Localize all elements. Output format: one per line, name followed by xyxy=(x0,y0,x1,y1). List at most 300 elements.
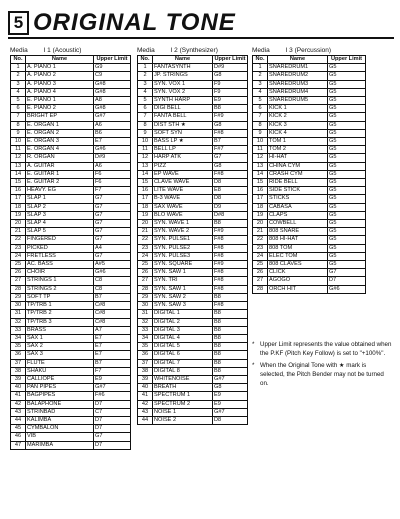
cell-name: 808 SNARE xyxy=(268,228,328,236)
cell-name: BELL LP xyxy=(153,146,213,154)
cell-upper: C#8 xyxy=(94,310,131,318)
cell-no: 36 xyxy=(11,351,26,359)
cell-no: 16 xyxy=(11,187,26,195)
cell-upper: B8 xyxy=(213,326,248,334)
table-row xyxy=(138,384,248,392)
table-row xyxy=(253,88,366,96)
cell-name: CLAPS xyxy=(268,211,328,219)
cell-no: 16 xyxy=(253,187,268,195)
cell-upper: A8 xyxy=(94,97,131,105)
cell-no: 38 xyxy=(138,367,153,375)
header-name: Name xyxy=(26,56,94,64)
cell-no: 43 xyxy=(138,408,153,416)
table-row xyxy=(11,392,131,400)
table-row xyxy=(138,236,248,244)
table-row xyxy=(138,72,248,80)
cell-name: DIST STH ★ xyxy=(153,121,213,129)
cell-upper: G#7 xyxy=(94,113,131,121)
cell-upper: G#6 xyxy=(328,285,366,293)
cell-name: TOM 2 xyxy=(268,146,328,154)
cell-upper: G5 xyxy=(328,162,366,170)
cell-no: 21 xyxy=(138,228,153,236)
header-upper: Upper Limit xyxy=(94,56,131,64)
cell-name: SYN. SQUARE xyxy=(153,261,213,269)
cell-no: 17 xyxy=(253,195,268,203)
table-row xyxy=(11,203,131,211)
table-row xyxy=(138,343,248,351)
cell-no: 34 xyxy=(11,334,26,342)
table-row xyxy=(253,170,366,178)
cell-upper: F6 xyxy=(94,170,131,178)
table-row xyxy=(253,64,366,72)
cell-no: 43 xyxy=(11,408,26,416)
cell-upper: G7 xyxy=(94,195,131,203)
cell-upper: G7 xyxy=(94,220,131,228)
cell-name: E. GUITAR 2 xyxy=(26,179,94,187)
cell-no: 37 xyxy=(11,359,26,367)
cell-no: 23 xyxy=(11,244,26,252)
table-row xyxy=(253,220,366,228)
table-row xyxy=(253,228,366,236)
header-no: No. xyxy=(253,56,268,64)
cell-name: BREATH xyxy=(153,384,213,392)
table-row xyxy=(11,375,131,383)
table-row xyxy=(138,326,248,334)
cell-upper: F#9 xyxy=(213,113,248,121)
cell-no: 19 xyxy=(253,211,268,219)
cell-name: TP/TRB 2 xyxy=(26,310,94,318)
media-group: (Percussion) xyxy=(294,47,332,54)
cell-upper: F#9 xyxy=(213,228,248,236)
cell-no: 28 xyxy=(11,285,26,293)
table-row xyxy=(253,244,366,252)
cell-name: E. ORGAN 2 xyxy=(26,129,94,137)
cell-name: CALLIOPE xyxy=(26,375,94,383)
cell-upper: D7 xyxy=(328,277,366,285)
cell-name: KALIMBA xyxy=(26,416,94,424)
cell-upper: G5 xyxy=(328,138,366,146)
cell-upper: G#8 xyxy=(94,88,131,96)
cell-no: 20 xyxy=(138,220,153,228)
cell-no: 28 xyxy=(138,285,153,293)
cell-upper: F#8 xyxy=(213,285,248,293)
cell-name: VIB xyxy=(26,433,94,441)
table-row xyxy=(11,129,131,137)
table-row xyxy=(253,97,366,105)
cell-no: 31 xyxy=(138,310,153,318)
table-row xyxy=(11,302,131,310)
cell-name: SNAREDRUM3 xyxy=(268,80,328,88)
cell-name: PAN PIPES xyxy=(26,384,94,392)
table-row xyxy=(138,244,248,252)
cell-no: 31 xyxy=(11,310,26,318)
cell-no: 15 xyxy=(11,179,26,187)
cell-no: 13 xyxy=(138,162,153,170)
cell-name: HARP ATK xyxy=(153,154,213,162)
header-upper: Upper Limit xyxy=(214,56,246,62)
table-row xyxy=(138,375,248,383)
table-row xyxy=(138,203,248,211)
cell-no: 23 xyxy=(138,244,153,252)
table-row xyxy=(11,334,131,342)
table-row xyxy=(253,252,366,260)
cell-name: TP/TRB 1 xyxy=(26,302,94,310)
cell-name: ORCH HIT xyxy=(268,285,328,293)
cell-name: SNAREDRUM5 xyxy=(268,97,328,105)
cell-upper: A#5 xyxy=(94,261,131,269)
cell-upper: A6 xyxy=(94,162,131,170)
table-row xyxy=(11,179,131,187)
cell-upper: D9 xyxy=(213,203,248,211)
cell-no: 15 xyxy=(253,179,268,187)
table-row xyxy=(138,170,248,178)
cell-no: 10 xyxy=(138,138,153,146)
cell-name: B-3 WAVE xyxy=(153,195,213,203)
cell-upper: G8 xyxy=(213,162,248,170)
page-title xyxy=(8,6,394,36)
table-row xyxy=(11,64,131,72)
cell-upper: G5 xyxy=(328,72,366,80)
cell-upper: G7 xyxy=(94,203,131,211)
cell-upper: G5 xyxy=(328,88,366,96)
tone-table-synthesizer xyxy=(137,55,248,425)
cell-no: 9 xyxy=(11,129,26,137)
cell-name: BLO WAVE xyxy=(153,211,213,219)
table-row xyxy=(11,80,131,88)
cell-no: 17 xyxy=(11,195,26,203)
table-row xyxy=(138,318,248,326)
cell-upper: B8 xyxy=(213,318,248,326)
cell-name: SYN. WAVE 2 xyxy=(153,228,213,236)
cell-no: 25 xyxy=(253,261,268,269)
cell-upper: E9 xyxy=(213,97,248,105)
cell-name: 808 TOM xyxy=(268,244,328,252)
cell-no: 14 xyxy=(138,170,153,178)
cell-name: MARIMBA xyxy=(26,441,94,449)
cell-upper: G5 xyxy=(328,129,366,137)
cell-name: STRINBAD xyxy=(26,408,94,416)
footnote-text: Upper Limit represents the value obtained when the P.KF (Pitch Key Follow) is set to "+100%". xyxy=(260,341,392,357)
cell-name: A. PIANO 1 xyxy=(26,64,94,72)
table-row xyxy=(138,277,248,285)
table-row xyxy=(138,392,248,400)
cell-no: 12 xyxy=(138,154,153,162)
table-row xyxy=(11,326,131,334)
media-label: Media xyxy=(10,47,28,54)
cell-name: KICK 4 xyxy=(268,129,328,137)
table-row xyxy=(138,105,248,113)
cell-no: 46 xyxy=(11,433,26,441)
cell-name: SYN. TRI xyxy=(153,277,213,285)
table-row xyxy=(138,334,248,342)
cell-no: 5 xyxy=(11,97,26,105)
cell-no: 40 xyxy=(11,384,26,392)
table-row xyxy=(138,359,248,367)
cell-name: AGOGO xyxy=(268,277,328,285)
cell-upper: G5 xyxy=(328,228,366,236)
table-row xyxy=(138,64,248,72)
footnote-mark: * xyxy=(252,341,255,348)
cell-name: CRASH CYM xyxy=(268,170,328,178)
cell-no: 15 xyxy=(138,179,153,187)
cell-upper: G7 xyxy=(94,211,131,219)
cell-name: SPECTRUM 2 xyxy=(153,400,213,408)
cell-upper: A7 xyxy=(94,326,131,334)
cell-no: 39 xyxy=(138,375,153,383)
table-row xyxy=(11,285,131,293)
cell-no: 30 xyxy=(11,302,26,310)
table-row xyxy=(138,228,248,236)
table-row xyxy=(11,236,131,244)
cell-upper: F#8 xyxy=(213,129,248,137)
cell-upper: C7 xyxy=(94,408,131,416)
cell-no: 30 xyxy=(138,302,153,310)
cell-no: 2 xyxy=(11,72,26,80)
cell-no: 18 xyxy=(138,203,153,211)
cell-upper: C8 xyxy=(94,285,131,293)
cell-name: E. ORGAN 3 xyxy=(26,138,94,146)
cell-name: BALAPHONE xyxy=(26,400,94,408)
cell-name: RIDE BELL xyxy=(268,179,328,187)
table-row xyxy=(253,129,366,137)
cell-no: 4 xyxy=(253,88,268,96)
cell-name: CHINA CYM xyxy=(268,162,328,170)
cell-name: E. PIANO 2 xyxy=(26,105,94,113)
cell-no: 33 xyxy=(11,326,26,334)
cell-upper: F#7 xyxy=(213,146,248,154)
cell-name: COWBELL xyxy=(268,220,328,228)
media-group: (Synthesizer) xyxy=(179,47,218,54)
header-no: No. xyxy=(11,56,26,64)
table-row xyxy=(253,211,366,219)
cell-upper: G7 xyxy=(94,228,131,236)
cell-no: 5 xyxy=(138,97,153,105)
cell-no: 3 xyxy=(253,80,268,88)
cell-no: 18 xyxy=(253,203,268,211)
cell-upper: G5 xyxy=(328,261,366,269)
table-row xyxy=(11,310,131,318)
cell-upper: B8 xyxy=(213,220,248,228)
cell-no: 9 xyxy=(138,129,153,137)
cell-no: 1 xyxy=(138,64,153,72)
cell-upper: E8 xyxy=(213,187,248,195)
cell-no: 26 xyxy=(138,269,153,277)
table-row xyxy=(138,97,248,105)
cell-upper: E7 xyxy=(94,343,131,351)
cell-name: HEAVY. EG xyxy=(26,187,94,195)
cell-no: 6 xyxy=(253,105,268,113)
cell-no: 25 xyxy=(138,261,153,269)
cell-upper: B8 xyxy=(213,367,248,375)
table-row xyxy=(11,88,131,96)
cell-upper: B7 xyxy=(213,138,248,146)
header-name: Name xyxy=(153,56,213,64)
table-row xyxy=(11,441,131,449)
table-row xyxy=(253,285,366,293)
cell-name: SOFT SYN xyxy=(153,129,213,137)
cell-no: 42 xyxy=(11,400,26,408)
cell-no: 35 xyxy=(138,343,153,351)
cell-upper: F#8 xyxy=(213,252,248,260)
table-row xyxy=(11,121,131,129)
cell-no: 7 xyxy=(253,113,268,121)
header-name: Name xyxy=(268,56,328,64)
cell-no: 27 xyxy=(253,277,268,285)
table-row xyxy=(11,343,131,351)
cell-name: DIGITAL 8 xyxy=(153,367,213,375)
cell-name: DIGITAL 2 xyxy=(153,318,213,326)
cell-name: CABASA xyxy=(268,203,328,211)
cell-upper: C8 xyxy=(94,277,131,285)
cell-upper: B8 xyxy=(213,351,248,359)
cell-no: 11 xyxy=(138,146,153,154)
cell-upper: F#8 xyxy=(213,302,248,310)
cell-name: SYN. SAW 3 xyxy=(153,302,213,310)
cell-no: 17 xyxy=(138,195,153,203)
cell-no: 20 xyxy=(253,220,268,228)
cell-name: KICK 2 xyxy=(268,113,328,121)
cell-name: JP. STRINGS xyxy=(153,72,213,80)
cell-no: 26 xyxy=(253,269,268,277)
cell-name: SLAP 3 xyxy=(26,211,94,219)
cell-no: 1 xyxy=(253,64,268,72)
table-row xyxy=(253,113,366,121)
cell-no: 18 xyxy=(11,203,26,211)
table-row xyxy=(11,269,131,277)
cell-name: A. PIANO 3 xyxy=(26,80,94,88)
table-row xyxy=(138,261,248,269)
cell-upper: G5 xyxy=(328,64,366,72)
cell-name: SAX 2 xyxy=(26,343,94,351)
table-row xyxy=(11,97,131,105)
cell-upper: A6 xyxy=(94,121,131,129)
cell-upper: G5 xyxy=(328,105,366,113)
table-row xyxy=(11,154,131,162)
cell-name: BRASS xyxy=(26,326,94,334)
cell-upper: B8 xyxy=(213,310,248,318)
cell-upper: G#7 xyxy=(213,408,248,416)
cell-name: 808 HI-HAT xyxy=(268,236,328,244)
cell-name: SYN. PULSE1 xyxy=(153,236,213,244)
cell-no: 41 xyxy=(138,392,153,400)
cell-name: DIGITAL 3 xyxy=(153,326,213,334)
cell-upper: G5 xyxy=(328,154,366,162)
media-i2-column xyxy=(137,46,248,425)
cell-name: FINGERED xyxy=(26,236,94,244)
table-row xyxy=(138,129,248,137)
cell-upper: D8 xyxy=(213,179,248,187)
table-row xyxy=(138,146,248,154)
table-row xyxy=(11,400,131,408)
table-row xyxy=(11,138,131,146)
cell-no: 44 xyxy=(11,416,26,424)
cell-upper: G5 xyxy=(328,80,366,88)
cell-no: 1 xyxy=(11,64,26,72)
cell-name: SAX 3 xyxy=(26,351,94,359)
table-row xyxy=(11,244,131,252)
table-row xyxy=(11,187,131,195)
cell-upper: D7 xyxy=(94,416,131,424)
cell-no: 10 xyxy=(253,138,268,146)
title-rule xyxy=(8,37,394,39)
cell-upper: G5 xyxy=(328,203,366,211)
cell-upper: G7 xyxy=(94,433,131,441)
cell-upper: D7 xyxy=(94,400,131,408)
table-row xyxy=(11,359,131,367)
section-number: 5 xyxy=(8,11,29,35)
cell-upper: D7 xyxy=(94,441,131,449)
cell-upper: G#6 xyxy=(94,269,131,277)
cell-no: 11 xyxy=(11,146,26,154)
table-row xyxy=(138,162,248,170)
cell-name: LITE WAVE xyxy=(153,187,213,195)
cell-upper: B8 xyxy=(213,359,248,367)
cell-upper: B8 xyxy=(213,105,248,113)
table-row xyxy=(253,261,366,269)
table-row xyxy=(11,252,131,260)
cell-name: R. ORGAN xyxy=(26,154,94,162)
cell-name: DIGITAL 6 xyxy=(153,351,213,359)
cell-no: 6 xyxy=(11,105,26,113)
cell-upper: F#9 xyxy=(213,261,248,269)
cell-upper: F6 xyxy=(94,179,131,187)
cell-upper: G#8 xyxy=(94,105,131,113)
cell-name: SYNTH HARP xyxy=(153,97,213,105)
cell-no: 26 xyxy=(11,269,26,277)
cell-upper: G#8 xyxy=(94,80,131,88)
cell-upper: E9 xyxy=(213,400,248,408)
cell-no: 47 xyxy=(11,441,26,449)
cell-name: FLUTE xyxy=(26,359,94,367)
cell-name: EP WAVE xyxy=(153,170,213,178)
cell-name: CHOIR xyxy=(26,269,94,277)
cell-upper: D#8 xyxy=(213,211,248,219)
cell-no: 22 xyxy=(138,236,153,244)
cell-name: FRETLESS xyxy=(26,252,94,260)
table-row xyxy=(11,318,131,326)
cell-upper: G7 xyxy=(213,154,248,162)
table-row xyxy=(11,261,131,269)
table-row xyxy=(253,105,366,113)
cell-name: SLAP 2 xyxy=(26,203,94,211)
table-row xyxy=(253,195,366,203)
cell-upper: G8 xyxy=(213,384,248,392)
header-no: No. xyxy=(138,56,153,64)
cell-name: SPECTRUM 1 xyxy=(153,392,213,400)
header-upper: Upper Limit xyxy=(328,56,366,64)
cell-upper: B7 xyxy=(94,359,131,367)
table-row xyxy=(138,211,248,219)
cell-upper: G8 xyxy=(213,72,248,80)
media-id: I 3 xyxy=(285,47,293,54)
cell-upper: B8 xyxy=(213,334,248,342)
tone-table-percussion xyxy=(252,55,366,294)
cell-name: HI-HAT xyxy=(268,154,328,162)
table-row xyxy=(11,425,131,433)
cell-no: 16 xyxy=(138,187,153,195)
table-row xyxy=(253,146,366,154)
cell-upper: F9 xyxy=(213,80,248,88)
cell-name: 808 CLAVES xyxy=(268,261,328,269)
cell-upper: G7 xyxy=(94,236,131,244)
cell-name: FANTASYNTH xyxy=(153,64,213,72)
table-row xyxy=(11,277,131,285)
table-row xyxy=(11,433,131,441)
cell-upper: F#8 xyxy=(213,269,248,277)
cell-upper: F7 xyxy=(94,367,131,375)
cell-upper: B8 xyxy=(213,343,248,351)
cell-no: 8 xyxy=(253,121,268,129)
